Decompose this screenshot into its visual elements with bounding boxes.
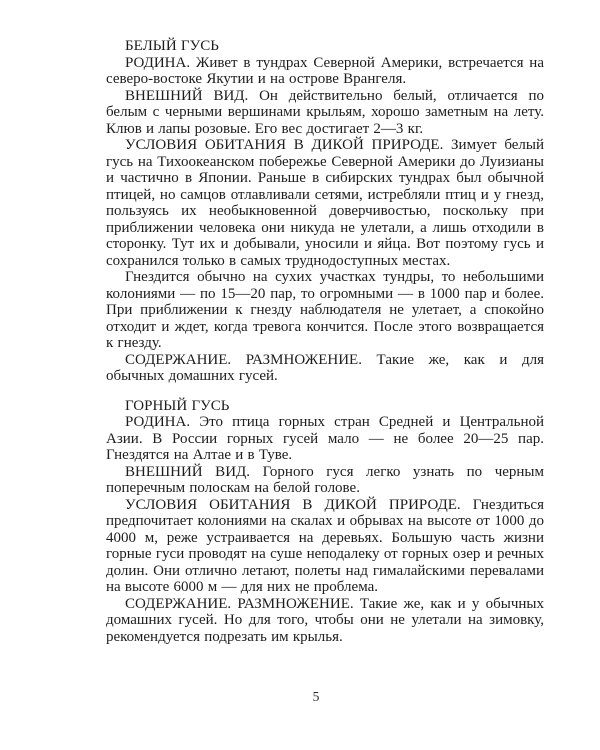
paragraph-homeland: РОДИНА. Живет в тундрах Северной Америки, встречается на северо-востоке Якутии и на острове Врангеля. [106,54,544,87]
paragraph-habitat: УСЛОВИЯ ОБИТАНИЯ В ДИКОЙ ПРИРОДЕ. Зимует белый гусь на Тихоокеанском побережье Северной Америки до Луизианы и частично в Японии. Раньше в сибирских тундрах был обычной птицей, но самцов отлавливали сетями, истребляли птиц и у гнезд, пользуясь их необыкновенной доверчивостью, поскольку при приближении человека они никуда не улетали, а лишь отходили в сторонку. Тут их и добывали, уносили и яйца. Вот поэтому гусь и сохранился только в самых труднодоступных местах. [106,137,544,269]
section-bar-headed-goose [106,398,544,646]
page-number: 5 [312,689,320,704]
paragraph-appearance: ВНЕШНИЙ ВИД. Он действительно белый, отличается по белым с черными вершинами крыльям, хорошо заметным на лету. Клюв и лапы розовые. Его вес достигает 2—3 кг. [106,87,544,137]
paragraph-homeland: РОДИНА. Это птица горных стран Средней и Центральной Азии. В России горных гусей мало — не более 20—25 пар. Гнездятся на Алтае и в Туве. [106,414,544,463]
paragraph-appearance: ВНЕШНИЙ ВИД. Горного гуся легко узнать по черным поперечным полоскам на белой голове. [106,463,544,496]
section-heading: ГОРНЫЙ ГУСЬ [125,397,230,414]
paragraph-habitat: УСЛОВИЯ ОБИТАНИЯ В ДИКОЙ ПРИРОДЕ. Гнездиться предпочитает колониями на скалах и обрывах на высоте от 1000 до 4000 м, реже устраивается на деревьях. Большую часть жизни горные гуси проводят на суше неподалеку от горных озер и речных долин. Они отлично летают, полеты над гималайскими перевалами на высоте 6000 м — для них не проблема. [106,496,544,595]
paragraph-keeping: СОДЕРЖАНИЕ. РАЗМНОЖЕНИЕ. Такие же, как и у обычных домашних гусей. Но для того, чтобы они не улетали на зимовку, рекомендуется подрезать им крылья. [106,595,544,645]
section-white-goose [106,38,544,385]
section-heading: БЕЛЫЙ ГУСЬ [125,38,219,54]
page-content [106,38,544,645]
paragraph-keeping: СОДЕРЖАНИЕ. РАЗМНОЖЕНИЕ. Такие же, как и для обычных домашних гусей. [106,351,544,384]
paragraph-nesting: Гнездится обычно на сухих участках тундры, то небольшими колониями — по 15—20 пар, то огромными — в 1000 пар и более. При приближении к гнезду наблюдателя не улетает, а спокойно отходит и ждет, когда тревога кончится. После этого возвращается к гнезду. [106,269,544,351]
